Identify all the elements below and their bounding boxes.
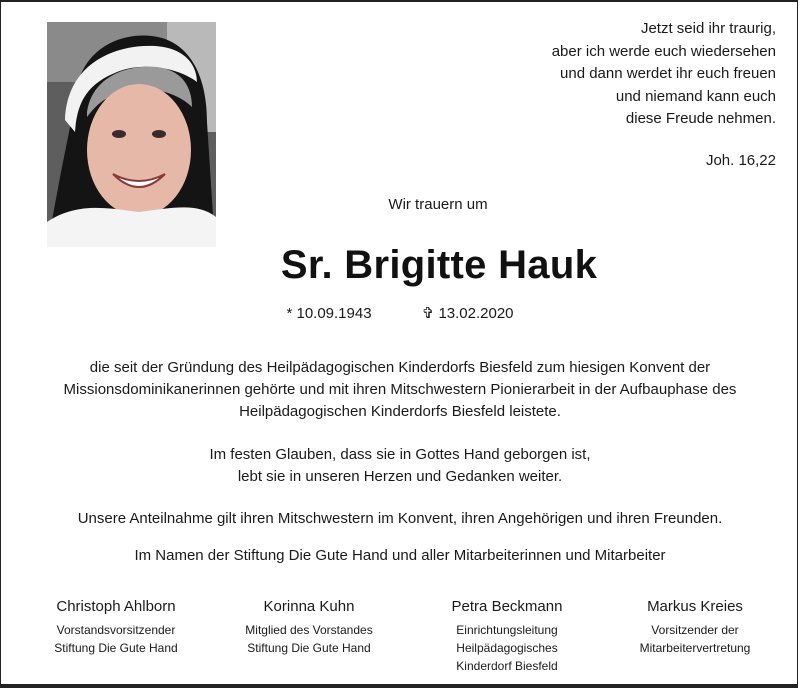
birth-date: * 10.09.1943	[286, 305, 372, 322]
faith-paragraph	[20, 444, 780, 488]
life-dates	[0, 304, 800, 322]
signatory-role: Einrichtungsleitung	[456, 623, 558, 637]
signatory-role: Mitglied des Vorstandes	[245, 623, 373, 637]
signatory-beckmann	[407, 598, 607, 675]
on-behalf-paragraph: Im Namen der Stiftung Die Gute Hand und aller Mitarbeiterinnen und Mitarbeiter	[134, 547, 666, 564]
text-line: Missionsdominikanerinnen gehörte und mit ihren Mitschwestern Pionierarbeit in der Aufbauphase des	[63, 381, 737, 398]
quote-line: aber ich werde euch wiedersehen	[551, 42, 776, 60]
signatory-name: Christoph Ahlborn	[56, 598, 176, 615]
signatory-role: Stiftung Die Gute Hand	[247, 641, 371, 655]
signatory-role: Kinderdorf Biesfeld	[456, 659, 558, 673]
signatory-kreies	[595, 598, 795, 657]
quote-line: Jetzt seid ihr traurig,	[640, 20, 776, 37]
signatory-role: Vorsitzender der	[651, 623, 739, 637]
text-line: Im festen Glauben, dass sie in Gottes Hand geborgen ist,	[209, 446, 591, 463]
text-line: lebt sie in unseren Herzen und Gedanken weiter.	[237, 468, 563, 485]
text-line: Heilpädagogischen Kinderdorfs Biesfeld leistete.	[239, 403, 561, 420]
quote-line: diese Freude nehmen.	[625, 110, 776, 127]
condolence-paragraph: Unsere Anteilnahme gilt ihren Mitschwestern im Konvent, ihren Angehörigen und ihren Freunden.	[77, 510, 723, 527]
death-date: ✞ 13.02.2020	[421, 305, 514, 322]
deceased-name: Sr. Brigitte Hauk	[280, 243, 598, 287]
text-line: die seit der Gründung des Heilpädagogischen Kinderdorfs Biesfeld zum hiesigen Konvent der	[89, 359, 711, 376]
quote-line: und niemand kann euch	[615, 87, 776, 105]
quote-line: und dann werdet ihr euch freuen	[560, 65, 776, 82]
signatory-role: Vorstandsvorsitzender	[56, 623, 176, 637]
portrait-photo	[47, 22, 216, 247]
signatory-name: Petra Beckmann	[451, 598, 563, 615]
signatory-role: Stiftung Die Gute Hand	[54, 641, 178, 655]
mourning-intro: Wir trauern um	[388, 196, 488, 213]
signatory-role: Mitarbeitervertretung	[639, 641, 751, 655]
signatory-ahlborn	[16, 598, 216, 657]
portrait-image	[47, 22, 216, 247]
biography-paragraph	[20, 357, 780, 423]
bible-quote	[436, 18, 776, 131]
signatory-name: Korinna Kuhn	[263, 598, 355, 615]
signatory-name: Markus Kreies	[647, 598, 743, 615]
signatory-kuhn	[209, 598, 409, 657]
quote-reference: Joh. 16,22	[705, 152, 776, 169]
signatory-role: Heilpädagogisches	[456, 641, 558, 655]
